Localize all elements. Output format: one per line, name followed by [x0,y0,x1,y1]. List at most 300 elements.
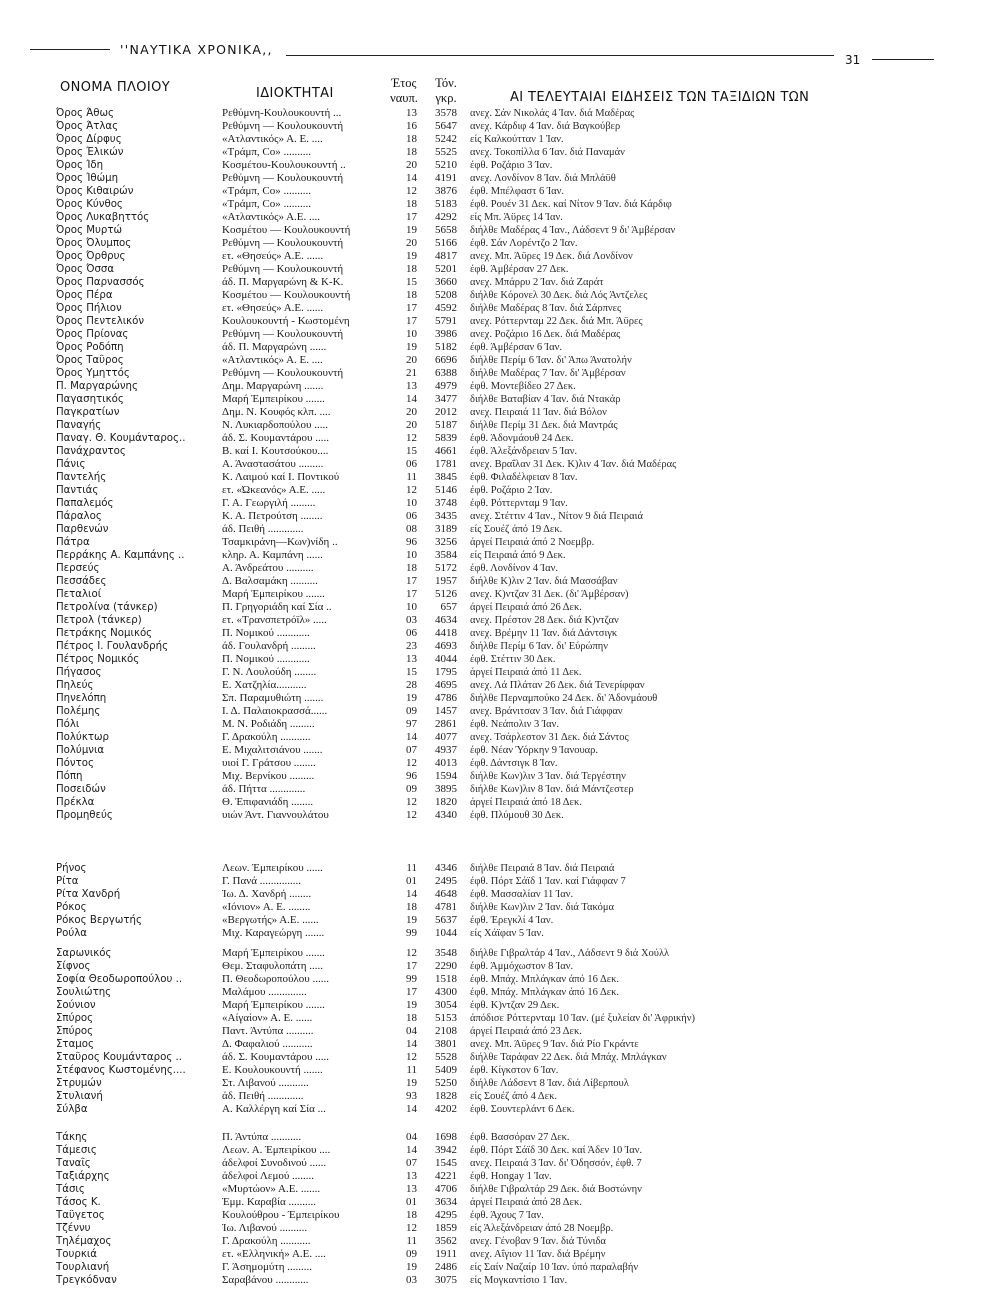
build-year: 19 [406,340,417,353]
latest-news: άργεί Πειραιά άπό 18 Δεκ. [470,796,582,808]
table-row [0,614,1000,627]
ship-name: Όρος Δίρφυς [56,133,122,145]
owner-name: Ρεθύμνη — Κουλουκουντή [222,119,344,132]
table-row [0,1235,1000,1248]
latest-news: διήλθε Ταράφαν 22 Δεκ. διά Μπάχ. Μπλάγκαν [470,1052,667,1063]
latest-news: ανεχ. Μπάρρυ 2 Ίαν. διά Ζαράτ [470,276,604,288]
ship-name: Παντελής [56,471,107,483]
table-row [0,1051,1000,1064]
owner-name: Λεων. Α. Έμπειρίκου .... [222,1144,331,1156]
latest-news: έφθ. Μπάχ. Μπλάγκαν άπό 16 Δεκ. [470,987,620,998]
table-row [0,986,1000,999]
ship-name: Σταΰρος Κουμάνταρος .. [56,1052,183,1063]
table-row [0,692,1000,705]
latest-news: διήλθε Κων)λιν 8 Ίαν. διά Μάντζεστερ [470,783,634,795]
table-row [0,146,1000,159]
ship-name: Τάσος Κ. [56,1197,101,1208]
latest-news: ανεχ. Σάν Νικολάς 4 Ίαν. διά Μαδέρας [470,108,635,119]
ship-name: Όρος Όλυμπος [56,237,132,249]
ship-name: Όρος Πεντελικόν [56,315,145,327]
ship-name: Τάσις [56,1184,85,1195]
build-year: 14 [406,888,417,900]
build-year: 10 [406,600,417,613]
page-number: 31 [845,53,861,67]
ship-name: Όρος Όσσα [56,263,115,275]
build-year: 19 [406,1077,417,1089]
ship-name: Όρος Ροδόπη [56,341,124,353]
ship-name: Πηνελόπη [56,692,107,704]
owner-name: Μαρή Έμπειρίκου ....... [222,587,325,600]
build-year: 13 [406,1170,417,1182]
build-year: 14 [406,1038,417,1050]
ship-name: Τουρλιανή [56,1262,110,1273]
latest-news: άργεί Πειραιά άπό 2 Νοεμβρ. [470,536,595,548]
owner-name: Α. Άναστασάτου ......... [222,457,324,470]
gross-tonnage: 1957 [435,574,457,587]
ship-name: Σπύρος [56,1026,94,1037]
latest-news: έφθ. Βασσόραν 27 Δεκ. [470,1132,570,1143]
latest-news: ανεχ. Ρόττερνταμ 22 Δεκ. διά Μπ. Άϋρες [470,315,643,327]
build-year: 19 [406,249,417,262]
owner-name: Δ. Βαλσαμάκη .......... [222,574,318,587]
build-year: 13 [406,652,417,665]
ship-name: Σίφνος [56,961,91,972]
ship-name: Σπύρος [56,1013,94,1024]
gross-tonnage: 2108 [435,1025,457,1037]
owner-name: ετ. «Ώκεανός» Α.Ε. ..... [222,483,326,496]
table-row [0,445,1000,458]
owner-name: Κ. Α. Πετρούτση ........ [222,509,323,522]
table-row [0,120,1000,133]
owner-name: ετ. «Θησεύς» Α.Ε. ...... [222,249,324,262]
ship-name: Περράκης Α. Καμπάνης .. [56,549,185,561]
gross-tonnage: 1457 [435,704,457,717]
gross-tonnage: 5201 [435,262,457,275]
build-year: 15 [406,275,417,288]
build-year: 10 [406,548,417,561]
ship-name: Όρος Έλικών [56,146,124,158]
owner-name: Θεμ. Σταφυλοπάτη ..... [222,960,323,972]
gross-tonnage: 4340 [435,808,457,821]
column-header-owners: ΙΔΙΟΚΤΗΤΑΙ [256,86,334,101]
owner-name: Στ. Λιβανού ........... [222,1077,309,1089]
gross-tonnage: 4013 [435,756,457,769]
owner-name: άδελφοί Συνοδινού ...... [222,1157,327,1169]
latest-news: έφθ. Άδονμάουθ 24 Δεκ. [470,432,574,444]
build-year: 06 [406,626,417,639]
owner-name: υιών Άντ. Γιαννουλάτου [222,808,329,821]
build-year: 01 [406,1196,417,1208]
ship-name: Ρόκος Βεργωτής [56,915,142,926]
gross-tonnage: 1518 [435,973,457,985]
ship-name: Περσεύς [56,562,100,574]
build-year: 14 [406,730,417,743]
latest-news: ανεχ. Βράνιτσαν 3 Ίαν. διά Γιάφφαν [470,705,623,717]
owner-name: «Ατλαντικός» Α.Ε. .... [222,210,321,223]
latest-news: διήλθε Μαδέρας 8 Ίαν. διά Σάρπνες [470,302,622,314]
ship-name: Όρος Πρίονας [56,328,129,340]
build-year: 01 [406,875,417,887]
owner-name: Π. Θεοδωροπούλου ...... [222,973,329,985]
ship-name: Στέφανος Κωστομένης.... [56,1065,186,1076]
latest-news: έφθ. Σουντερλάντ 6 Δεκ. [470,1104,575,1115]
gross-tonnage: 5525 [435,145,457,158]
ship-name: Πόλι [56,718,80,730]
ship-name: Ταΰγετος [56,1210,105,1221]
ship-name: Πηλεύς [56,679,94,691]
gross-tonnage: 4592 [435,301,457,314]
table-row [0,510,1000,523]
table-row [0,575,1000,588]
build-year: 99 [406,927,417,939]
ship-name: Όρος Κύνθος [56,198,123,210]
ship-name: Πανάχραντος [56,445,126,457]
table-row [0,549,1000,562]
table-row [0,627,1000,640]
build-year: 18 [406,561,417,574]
gross-tonnage: 4693 [435,639,457,652]
table-row [0,862,1000,875]
table-row [0,640,1000,653]
table-row [0,562,1000,575]
owner-name: Παντ. Άντύπα .......... [222,1025,314,1037]
owner-name: Ρεθύμνη — Κουλουκουντή [222,236,344,249]
owner-name: «Ατλαντικός» Α. Ε. .... [222,132,323,145]
owner-name: Π. Γρηγοριάδη καί Σία .. [222,600,332,613]
owner-name: Α. Άνδρεάτου .......... [222,561,314,574]
gross-tonnage: 3801 [435,1038,457,1050]
build-year: 10 [406,327,417,340]
gross-tonnage: 4817 [435,249,457,262]
ship-name: Παναγ. Θ. Κουμάνταρος.. [56,432,186,444]
owner-name: Κοσμέτου — Κουλουκουντή [222,223,351,236]
gross-tonnage: 4044 [435,652,457,665]
build-year: 11 [406,1064,417,1076]
ship-name: Ρίτα [56,876,79,887]
latest-news: έφθ. Μασσαλίαν 11 Ίαν. [470,889,574,900]
owner-name: Λεων. Έμπειρίκου ...... [222,862,323,874]
ship-name: Π. Μαργαρώνης [56,381,138,392]
gross-tonnage: 3986 [435,327,457,340]
gross-tonnage: 5791 [435,314,457,327]
table-row [0,960,1000,973]
gross-tonnage: 4418 [435,626,457,639]
table-row [0,159,1000,172]
latest-news: ανεχ. Κ)ντζαν 31 Δεκ. (δι' Άμβέρσαν) [470,588,629,600]
latest-news: έφθ. Άμμόχωστον 8 Ίαν. [470,961,574,972]
latest-news: έφθ. Ρόττερνταμ 9 Ίαν. [470,497,568,509]
gross-tonnage: 3075 [435,1274,457,1286]
ship-name: Πεταλιοί [56,588,102,600]
latest-news: άπόδισε Ρόττερνταμ 10 Ίαν. (μέ ξυλείαν δι' Άφρικήν) [470,1013,696,1024]
gross-tonnage: 3477 [435,392,457,405]
table-row [0,1274,1000,1287]
ship-name: Στυλιανή [56,1091,103,1102]
build-year: 03 [406,613,417,626]
latest-news: άργεί Πειραιά άπό 11 Δεκ. [470,666,582,678]
table-row [0,809,1000,822]
gross-tonnage: 4786 [435,691,457,704]
build-year: 11 [406,470,417,483]
owner-name: Ρεθύμνη — Κουλουκουντή [222,366,344,379]
gross-tonnage: 5250 [435,1077,457,1089]
latest-news: είς Άλεξάνδρειαν άπό 28 Νοεμβρ. [470,1223,614,1234]
build-year: 19 [406,999,417,1011]
build-year: 14 [406,1103,417,1115]
latest-news: διήλθε Κ)λιν 2 Ίαν. διά Μασσάβαν [470,575,618,587]
owner-name: «Τράμπ, Co» .......... [222,145,312,158]
ship-name: Παγασητικός [56,393,124,405]
ship-name: Παντιάς [56,484,99,496]
ship-name: Ταξιάρχης [56,1171,110,1182]
owner-name: Μαλάμου .............. [222,986,307,998]
build-year: 07 [406,1157,417,1169]
build-year: 07 [406,743,417,756]
ship-name: Όρος Λυκαβηττός [56,211,150,223]
owner-name: «Ιόνιον» Α. Ε. ........ [222,901,311,913]
latest-news: διήλθε Μαδέρας 7 Ίαν. δι' Άμβέρσαν [470,367,626,379]
ship-name: Πήγασος [56,666,102,678]
ship-name: Όρος Πέρα [56,289,113,301]
latest-news: έφθ. Πόρτ Σάϊδ 30 Δεκ. καί Άδεν 10 Ίαν. [470,1145,643,1156]
build-year: 12 [406,808,417,821]
latest-news: διήλθε Κων)λιν 3 Ίαν. διά Τεργέστην [470,770,626,782]
build-year: 19 [406,691,417,704]
gross-tonnage: 2486 [435,1261,457,1273]
build-year: 97 [406,717,417,730]
build-year: 13 [406,107,417,119]
latest-news: άργεί Πειραιά άπό 23 Δεκ. [470,1026,582,1037]
owner-name: άδ. Π. Μαργαρώνη ...... [222,340,327,353]
owner-name: Ρεθύμνη — Κουλουκουντή [222,171,344,184]
latest-news: ανεχ. Γένοβαν 9 Ίαν. διά Τύνιδα [470,1236,606,1247]
table-row [0,536,1000,549]
owner-name: Ε. Κουλουκουντή ....... [222,1064,323,1076]
latest-news: διήλθε Λάδσεντ 8 Ίαν. διά Λίβερπουλ [470,1078,629,1089]
build-year: 93 [406,1090,417,1102]
owner-name: άδ. Σ. Κουμαντάρου ..... [222,1051,329,1063]
latest-news: έφθ. Ροζάριο 3 Ίαν. [470,159,553,171]
ship-name: Ρίτα Χανδρή [56,889,121,900]
ship-name: Σούνιον [56,1000,96,1011]
table-row [0,250,1000,263]
gross-tonnage: 4979 [435,380,457,392]
ship-name: Όρος Άθως [56,108,114,119]
latest-news: διήλθε Περίμ 31 Δεκ. διά Μαντράς [470,419,618,431]
build-year: 15 [406,444,417,457]
owner-name: Γ. Ν. Λουλούδη ........ [222,665,317,678]
owner-name: Τσαμκιράνη—Κων)νίδη .. [222,535,338,548]
latest-news: είς Σαίν Ναζαίρ 10 Ίαν. ύπό παραλαβήν [470,1262,639,1273]
gross-tonnage: 6696 [435,353,457,366]
table-row [0,1077,1000,1090]
table-row [0,471,1000,484]
build-year: 19 [406,914,417,926]
build-year: 04 [406,1131,417,1143]
latest-news: διήλθε Βαταβίαν 4 Ίαν. διά Ντακάρ [470,393,621,405]
owner-name: Δημ. Μαργαρώνη ....... [222,380,324,392]
gross-tonnage: 2861 [435,717,457,730]
latest-news: έφθ. Πλύμουθ 30 Δεκ. [470,809,564,821]
latest-news: έφθ. Νεάπολιν 3 Ίαν. [470,718,560,730]
build-year: 20 [406,236,417,249]
latest-news: έφθ. Φιλαδέλφειαν 8 Ίαν. [470,471,578,483]
latest-news: ανεχ. Αΐγιον 11 Ίαν. διά Βρέμην [470,1249,606,1260]
gross-tonnage: 5187 [435,418,457,431]
latest-news: διήλθε Γιβραλτάρ 29 Δεκ. διά Βοστώνην [470,1184,642,1195]
owner-name: Κοσμέτου-Κουλουκουντή .. [222,158,346,171]
table-row [0,224,1000,237]
build-year: 03 [406,1274,417,1286]
table-row [0,1012,1000,1025]
gross-tonnage: 1594 [435,769,457,782]
latest-news: έφθ. Κίγκστον 6 Ίαν. [470,1065,559,1076]
table-row [0,393,1000,406]
table-row [0,1131,1000,1144]
ship-name: Όρος Άτλας [56,120,119,132]
ship-name: Όρος Ταΰρος [56,354,124,366]
owner-name: άδ. Πήττα ............. [222,782,306,795]
gross-tonnage: 3876 [435,184,457,197]
ship-name: Πολέμης [56,705,101,717]
owner-name: άδ. Γουλανδρή ......... [222,639,316,652]
gross-tonnage: 2495 [435,875,457,887]
latest-news: διήλθε Κων)λιν 2 Ίαν. διά Τακόμα [470,902,614,913]
table-row [0,901,1000,914]
owner-name: «Αίγαίον» Α. Ε. ...... [222,1012,313,1024]
table-row [0,744,1000,757]
table-row [0,185,1000,198]
build-year: 18 [406,262,417,275]
latest-news: έφθ. Πόρτ Σάϊδ 1 Ίαν. καί Γιάφφαν 7 [470,876,626,887]
build-year: 09 [406,1248,417,1260]
latest-news: έφθ. Νέαν Ύόρκην 9 Ίανουαρ. [470,744,599,756]
latest-news: διήλθε Μαδέρας 4 Ίαν., Λάδσεντ 9 δι' Άμβέρσαν [470,224,676,236]
table-row [0,406,1000,419]
owner-name: Δημ. Ν. Κουφός κλπ. .... [222,405,331,418]
owner-name: Ρεθύμνη — Κουλουκουντή [222,262,344,275]
ship-name: Όρος Ίδη [56,159,104,171]
gross-tonnage: 5183 [435,197,457,210]
build-year: 17 [406,587,417,600]
ship-name: Όρος Παρνασσός [56,276,145,288]
latest-news: ανεχ. Λονδίνον 8 Ίαν. διά Μπλάϋθ [470,172,616,184]
ship-name: Όρος Υμηττός [56,367,130,379]
build-year: 09 [406,704,417,717]
table-row [0,523,1000,536]
gross-tonnage: 5146 [435,483,457,496]
gross-tonnage: 1859 [435,1222,457,1234]
table-row [0,1038,1000,1051]
build-year: 12 [406,795,417,808]
table-row [0,1103,1000,1116]
build-year: 10 [406,496,417,509]
ship-name: Πρέκλα [56,796,95,808]
latest-news: έφθ. Δάντσιγκ 8 Ίαν. [470,757,558,769]
latest-news: άργεί Πειραιά άπό 28 Δεκ. [470,1197,582,1208]
latest-news: ανεχ. Τοκοπίλλα 6 Ίαν. διά Παναμάν [470,146,625,158]
gross-tonnage: 4221 [435,1170,457,1182]
gross-tonnage: 5647 [435,119,457,132]
build-year: 18 [406,901,417,913]
table-row [0,973,1000,986]
owner-name: άδ. Π. Μαργαρώνη & Κ-Κ. [222,275,344,288]
ship-name: Σουλιώτης [56,987,112,998]
latest-news: ανεχ. Στέττιν 4 Ίαν., Νίτον 9 διά Πειραιά [470,510,643,522]
owner-name: Ίω. Λιβανού .......... [222,1222,308,1234]
latest-news: είς Σουέζ άπό 4 Δεκ. [470,1091,558,1102]
table-row [0,588,1000,601]
build-year: 12 [406,431,417,444]
ship-name: Τζέννυ [56,1223,91,1234]
latest-news: είς Καλκούτταν 1 Ίαν. [470,133,564,145]
gross-tonnage: 5409 [435,1064,457,1076]
ship-name: Ρόκος [56,902,87,913]
owner-name: άδ. Πειθή ............. [222,522,304,535]
table-row [0,679,1000,692]
latest-news: έφθ. Ρουέν 31 Δεκ. καί Νίτον 9 Ίαν. διά Κάρδιφ [470,198,672,210]
build-year: 23 [406,639,417,652]
owner-name: Ρεθύμνη-Κουλουκουντή ... [222,107,342,119]
latest-news: διήλθε Περίμ 6 Ίαν. δι' Εύρώπην [470,640,609,652]
table-row [0,1183,1000,1196]
latest-news: ανεχ. Λά Πλάταν 26 Δεκ. διά Τενερίφφαν [470,679,645,691]
ship-name: Ταναΐς [56,1158,91,1169]
ship-name: Πέτρος Ι. Γουλανδρής [56,640,169,652]
ship-name: Πολύμνια [56,744,105,756]
gross-tonnage: 1698 [435,1131,457,1143]
gross-tonnage: 5172 [435,561,457,574]
owner-name: ετ. «Τρανσπετρόϊλ» ..... [222,613,327,626]
latest-news: έφθ. Άλεξάνδρειαν 5 Ίαν. [470,445,578,457]
latest-news: έφθ. Σάν Λορέντζο 2 Ίαν. [470,237,578,249]
owner-name: Ν. Λυκιαρδοπούλου ..... [222,418,328,431]
gross-tonnage: 4781 [435,901,457,913]
gross-tonnage: 3578 [435,107,457,119]
owner-name: Κ. Λαιμού καί Ι. Ποντικού [222,470,340,483]
owner-name: Γ. Άσημομύτη ......... [222,1261,312,1273]
latest-news: έφθ. Ροζάριο 2 Ίαν. [470,484,553,496]
latest-news: ανεχ. Μπ. Άϋρες 9 Ίαν. διά Ρίο Γκράντε [470,1039,639,1050]
gross-tonnage: 5528 [435,1051,457,1063]
gross-tonnage: 4292 [435,210,457,223]
table-row [0,999,1000,1012]
owner-name: «Βεργωτής» Α.Ε. ...... [222,914,319,926]
gross-tonnage: 3584 [435,548,457,561]
gross-tonnage: 3054 [435,999,457,1011]
owner-name: Γ. Α. Γεωργιλή ......... [222,496,316,509]
gross-tonnage: 1828 [435,1090,457,1102]
journal-title: ''ΝΑΥΤΙΚΑ ΧΡΟΝΙΚΑ,, [120,42,273,57]
owner-name: άδ. Σ. Κουμαντάρου ..... [222,431,329,444]
gross-tonnage: 5208 [435,288,457,301]
gross-tonnage: 5637 [435,914,457,926]
owner-name: Ρεθύμνη — Κουλουκουντή [222,327,344,340]
build-year: 18 [406,1209,417,1221]
build-year: 20 [406,353,417,366]
gross-tonnage: 3548 [435,947,457,959]
latest-news: διήλθε Πειραιά 8 Ίαν. διά Πειραιά [470,863,615,874]
owner-name: ετ. «Θησεύς» Α.Ε. ...... [222,301,324,314]
owner-name: Σπ. Παραμυθιώτη ....... [222,691,324,704]
latest-news: έφθ. Μπάχ. Μπλάγκαν άπό 16 Δεκ. [470,974,620,985]
gross-tonnage: 4077 [435,730,457,743]
latest-news: ανεχ. Τσάρλεστον 31 Δεκ. διά Σάντος [470,731,629,743]
table-row [0,927,1000,940]
ship-name: Πεσσάδες [56,575,107,587]
owner-name: Μαρή Έμπειρίκου ....... [222,947,325,959]
build-year: 18 [406,197,417,210]
